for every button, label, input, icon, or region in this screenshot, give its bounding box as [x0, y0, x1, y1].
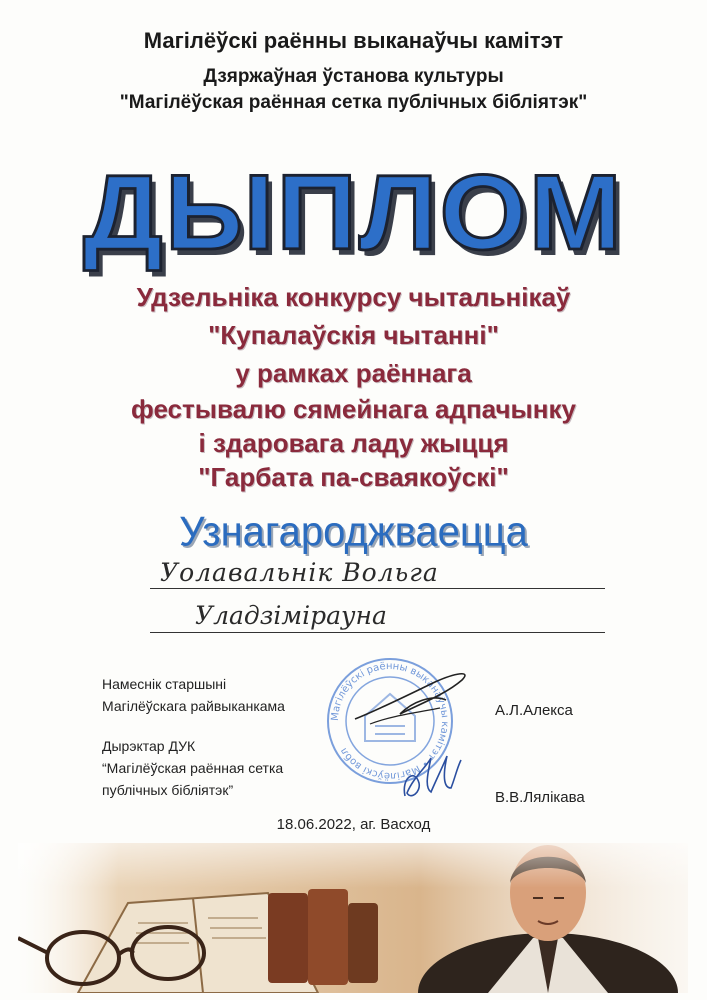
description-line: і здаровага ладу жыцця [198, 428, 509, 458]
recipient-name-line-2: Уладзімірауна [195, 601, 387, 630]
institution-line-2: "Магілёўская раённая сетка публічных бібліятэк" [119, 92, 588, 113]
date-place: 18.06.2022, аг. Васход [276, 816, 431, 833]
awarded-label: Узнагароджваецца [179, 508, 528, 556]
description-line: "Гарбата па-сваякоўскі" [198, 462, 509, 492]
name-underline [150, 588, 605, 589]
signatory-2-position: Дырэктар ДУК “Магілёўская раённая сетка публічных бібліятэк” [102, 738, 284, 798]
signature-lyalikava [397, 748, 467, 813]
description-line: "Купалаўскія чытанні" [208, 320, 499, 350]
diploma-title: ДЫПЛОМ [83, 153, 624, 272]
description-line: Удзельніка конкурсу чытальнікаў [136, 282, 571, 312]
decorative-banner [18, 843, 688, 993]
description-line: фестывалю сямейнага адпачынку [131, 394, 576, 424]
signatory-1-name: А.Л.Алекса [495, 702, 573, 719]
name-underline [150, 632, 605, 633]
signatory-2-name: В.В.Лялікава [495, 789, 585, 806]
description-line: у рамках раённага [235, 358, 472, 388]
signatory-1-position: Намеснік старшыні Магілёўскага райвыканкама [102, 676, 285, 714]
institution-line-1: Дзяржаўная ўстанова культуры [203, 66, 504, 87]
committee-heading: Магілёўскі раённы выканаўчы камітэт [143, 28, 564, 53]
stamp-text: Магілёўскі раённы выканаўчы камітэт • Магілёўскі вобл [329, 660, 451, 782]
recipient-name-line-1: Уолавальнік Вольга [160, 558, 439, 587]
signature-alekса [350, 664, 480, 734]
